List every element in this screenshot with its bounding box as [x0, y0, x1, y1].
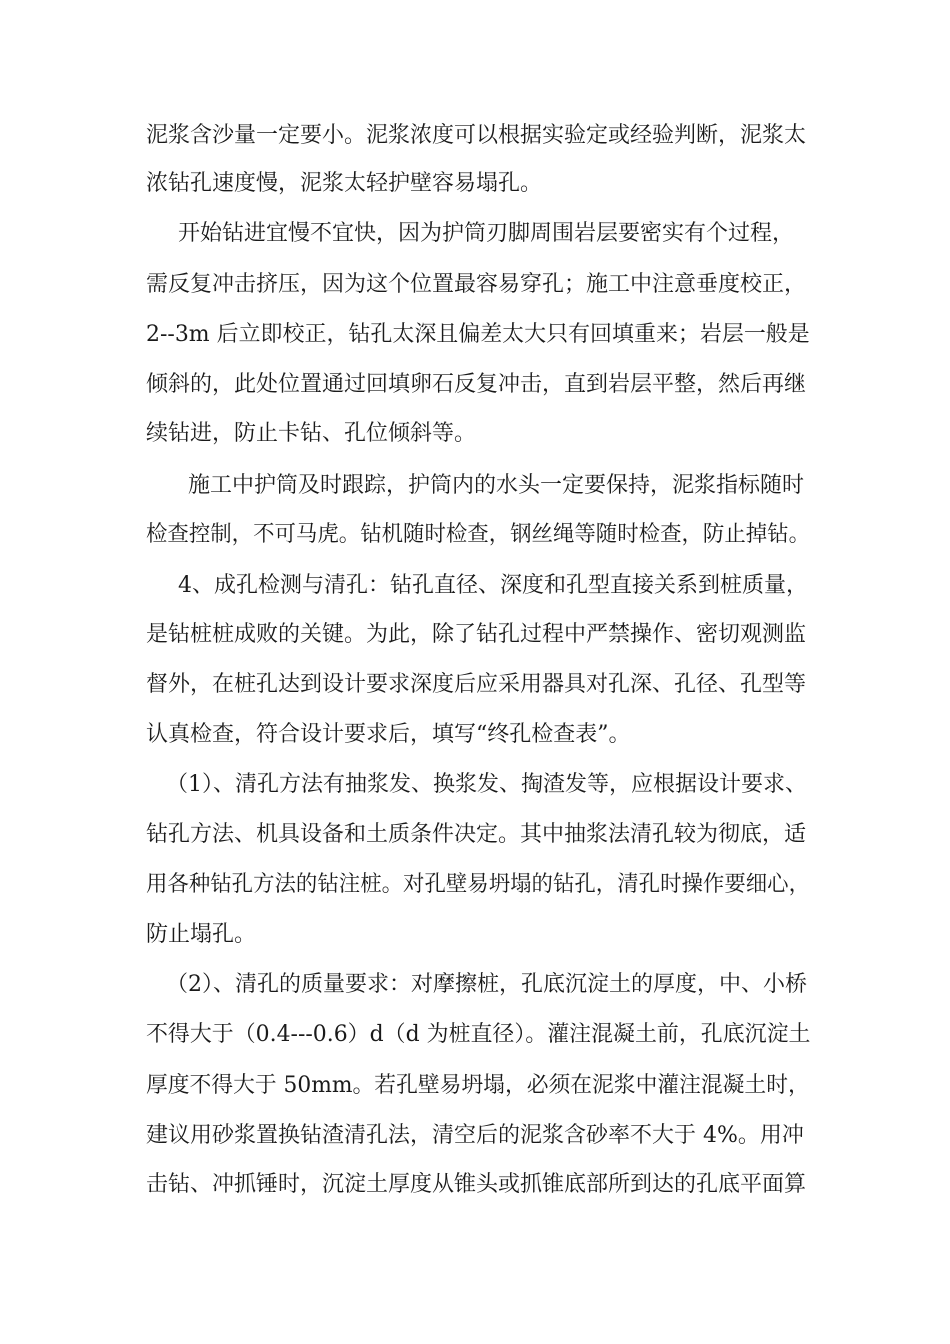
line-text: 督外，在桩孔达到设计要求深度后应采用器具对孔深、孔径、孔型等: [146, 672, 807, 697]
line-text: 需反复冲击挤压，因为这个位置最容易穿孔；施工中注意垂度校正，: [146, 272, 807, 297]
text-line: [0, 510, 950, 560]
line-text: （1）、清孔方法有抽浆发、换浆发、掏渣发等，应根据设计要求、: [166, 772, 807, 797]
text-line: [0, 910, 950, 960]
line-text: 是钻桩桩成败的关键。为此，除了钻孔过程中严禁操作、密切观测监: [146, 622, 807, 647]
line-text: 防止塌孔。: [146, 922, 257, 947]
line-text: 建议用砂浆置换钻渣清孔法，清空后的泥浆含砂率不大于 4%。用冲: [146, 1123, 804, 1148]
line-text: （2）、清孔的质量要求：对摩擦桩，孔底沉淀土的厚度，中、小桥: [166, 972, 807, 997]
text-line: [0, 1111, 950, 1161]
text-line: [0, 810, 950, 860]
line-text: 2--3m 后立即校正，钻孔太深且偏差太大只有回填重来；岩层一般是: [146, 322, 810, 347]
text-line: [0, 1061, 950, 1111]
line-text: 倾斜的，此处位置通过回填卵石反复冲击，直到岩层平整，然后再继: [146, 372, 807, 397]
text-line: [0, 111, 950, 161]
text-line: [0, 310, 950, 360]
text-line: [0, 660, 950, 710]
line-text: 用各种钻孔方法的钻注桩。对孔壁易坍塌的钻孔，清孔时操作要细心，: [146, 872, 811, 897]
text-line: [0, 860, 950, 910]
text-line: [0, 561, 950, 611]
text-line: [0, 1160, 950, 1210]
line-text: 开始钻进宜慢不宜快，因为护筒刃脚周围岩层要密实有个过程，: [178, 221, 795, 246]
text-line: [0, 710, 950, 760]
text-line: [0, 260, 950, 310]
text-line: [0, 360, 950, 410]
text-line: [0, 461, 950, 511]
line-text: 泥浆含沙量一定要小。泥浆浓度可以根据实验定或经验判断，泥浆太: [146, 123, 807, 148]
text-line: [0, 960, 950, 1010]
line-text: 不得大于（0.4---0.6）d（d 为桩直径）。灌注混凝土前，孔底沉淀土: [146, 1022, 811, 1047]
text-line: [0, 209, 950, 259]
line-text: 厚度不得大于 50mm。若孔壁易坍塌，必须在泥浆中灌注混凝土时，: [146, 1073, 810, 1098]
text-line: [0, 159, 950, 209]
line-text: 续钻进，防止卡钻、孔位倾斜等。: [146, 421, 477, 446]
line-text: 钻孔方法、机具设备和土质条件决定。其中抽浆法清孔较为彻底，适: [146, 822, 807, 847]
text-line: [0, 1010, 950, 1060]
line-text: 浓钻孔速度慢，泥浆太轻护壁容易塌孔。: [146, 171, 543, 196]
line-text: 认真检查，符合设计要求后，填写“终孔检查表”。: [146, 722, 631, 747]
line-text: 4、成孔检测与清孔：钻孔直径、深度和孔型直接关系到桩质量，: [178, 573, 808, 598]
text-line: [0, 760, 950, 810]
text-line: [0, 409, 950, 459]
line-text: 击钻、冲抓锤时，沉淀土厚度从锥头或抓锥底部所到达的孔底平面算: [146, 1172, 807, 1197]
line-text: 施工中护筒及时跟踪，护筒内的水头一定要保持，泥浆指标随时: [188, 473, 805, 498]
text-line: [0, 610, 950, 660]
line-text: 检查控制，不可马虎。钻机随时检查，钢丝绳等随时检查，防止掉钻。: [146, 522, 811, 547]
